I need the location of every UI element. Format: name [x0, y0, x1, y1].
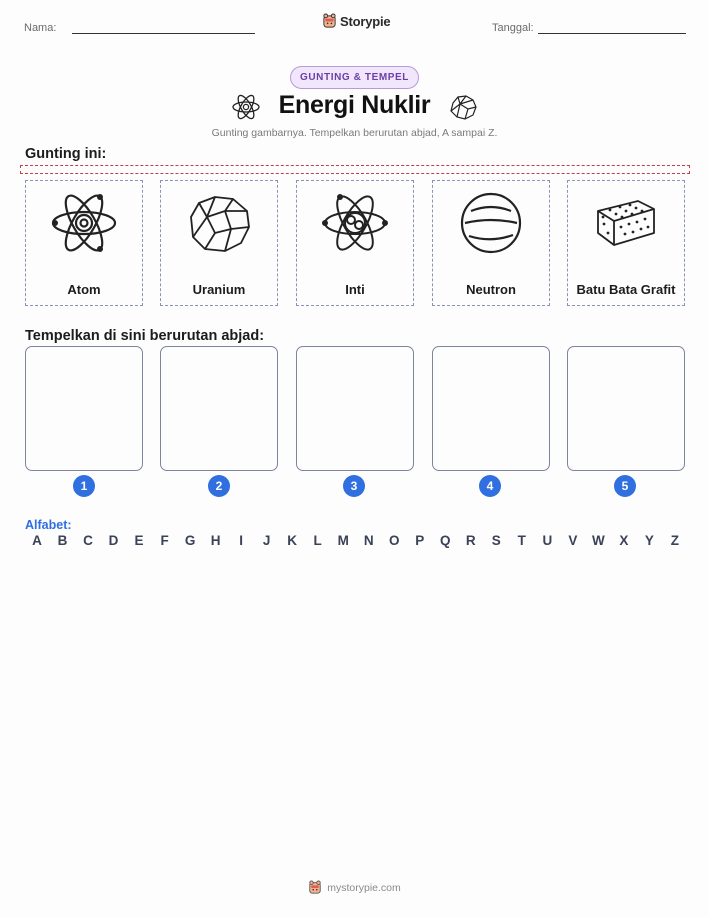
cut-heading: Gunting ini:	[25, 146, 107, 162]
title-row	[0, 90, 709, 124]
paste-box-2[interactable]	[160, 346, 278, 471]
alphabet-letter: W	[591, 533, 605, 548]
position-number: 4	[479, 475, 501, 497]
alphabet-letter: G	[184, 533, 196, 548]
alphabet-letter: L	[313, 533, 322, 548]
cut-line	[20, 165, 690, 174]
alphabet-letter: B	[57, 533, 68, 548]
uranium-rock-icon	[185, 189, 253, 257]
position-number: 1	[73, 475, 95, 497]
storypie-mascot-icon	[308, 880, 322, 895]
position-number: 3	[343, 475, 365, 497]
alphabet-letter: U	[542, 533, 553, 548]
alphabet-letter: I	[239, 533, 243, 548]
paste-heading: Tempelkan di sini berurutan abjad:	[25, 328, 265, 344]
nucleus-icon	[321, 189, 389, 257]
position-number: 5	[614, 475, 636, 497]
alphabet-letter: C	[83, 533, 93, 548]
date-label: Tanggal:	[492, 22, 534, 34]
storypie-mascot-icon	[322, 13, 337, 29]
paste-box-3[interactable]	[296, 346, 414, 471]
alphabet-letter: F	[160, 533, 169, 548]
cut-card-label: Uranium	[192, 282, 246, 297]
cut-card-label: Neutron	[466, 282, 516, 297]
cut-card-graphite-brick[interactable]	[567, 180, 685, 306]
alphabet-letter: P	[415, 533, 425, 548]
name-field[interactable]	[72, 33, 255, 34]
alphabet-letter: T	[517, 533, 526, 548]
date-field[interactable]	[538, 33, 686, 34]
alphabet-letter: X	[619, 533, 629, 548]
alphabet-letter: A	[32, 533, 42, 548]
page-title: Energi Nuklir	[278, 91, 431, 119]
cut-card-label: Atom	[67, 282, 101, 297]
cut-card-label: Batu Bata Grafit	[576, 282, 676, 297]
alphabet-letter: E	[134, 533, 144, 548]
alphabet-label: Alfabet:	[25, 518, 72, 532]
alphabet-letter: R	[465, 533, 476, 548]
brand	[322, 13, 390, 29]
alphabet-letter: O	[388, 533, 400, 548]
cut-card-neutron[interactable]	[432, 180, 550, 306]
cut-card-inti[interactable]	[296, 180, 414, 306]
cut-card-uranium[interactable]	[160, 180, 278, 306]
alphabet-letter: M	[337, 533, 349, 548]
cut-card-atom[interactable]	[25, 180, 143, 306]
cut-card-label: Inti	[345, 282, 365, 297]
neutron-sphere-icon	[457, 189, 525, 257]
alphabet-letter: J	[262, 533, 271, 548]
name-label: Nama:	[24, 22, 57, 34]
uranium-rock-icon	[448, 93, 478, 121]
activity-badge: GUNTING & TEMPEL	[290, 66, 419, 89]
alphabet-letter: S	[491, 533, 501, 548]
footer	[0, 880, 709, 895]
position-number: 2	[208, 475, 230, 497]
alphabet-letter: K	[287, 533, 298, 548]
alphabet-letter: H	[210, 533, 221, 548]
paste-box-5[interactable]	[567, 346, 685, 471]
alphabet-letter: D	[108, 533, 119, 548]
worksheet-header	[0, 0, 709, 50]
alphabet-row	[26, 533, 686, 548]
brand-name: Storypie	[340, 13, 391, 29]
instructions: Gunting gambarnya. Tempelkan berurutan abjad, A sampai Z.	[211, 127, 498, 139]
paste-box-1[interactable]	[25, 346, 143, 471]
alphabet-letter: N	[363, 533, 374, 548]
footer-url[interactable]: mystorypie.com	[327, 881, 401, 894]
graphite-brick-icon	[592, 189, 660, 257]
alphabet-letter: Z	[670, 533, 680, 548]
paste-box-4[interactable]	[432, 346, 550, 471]
atom-icon	[50, 189, 118, 257]
alphabet-letter: Y	[644, 533, 654, 548]
alphabet-letter: V	[568, 533, 578, 548]
alphabet-letter: Q	[439, 533, 451, 548]
